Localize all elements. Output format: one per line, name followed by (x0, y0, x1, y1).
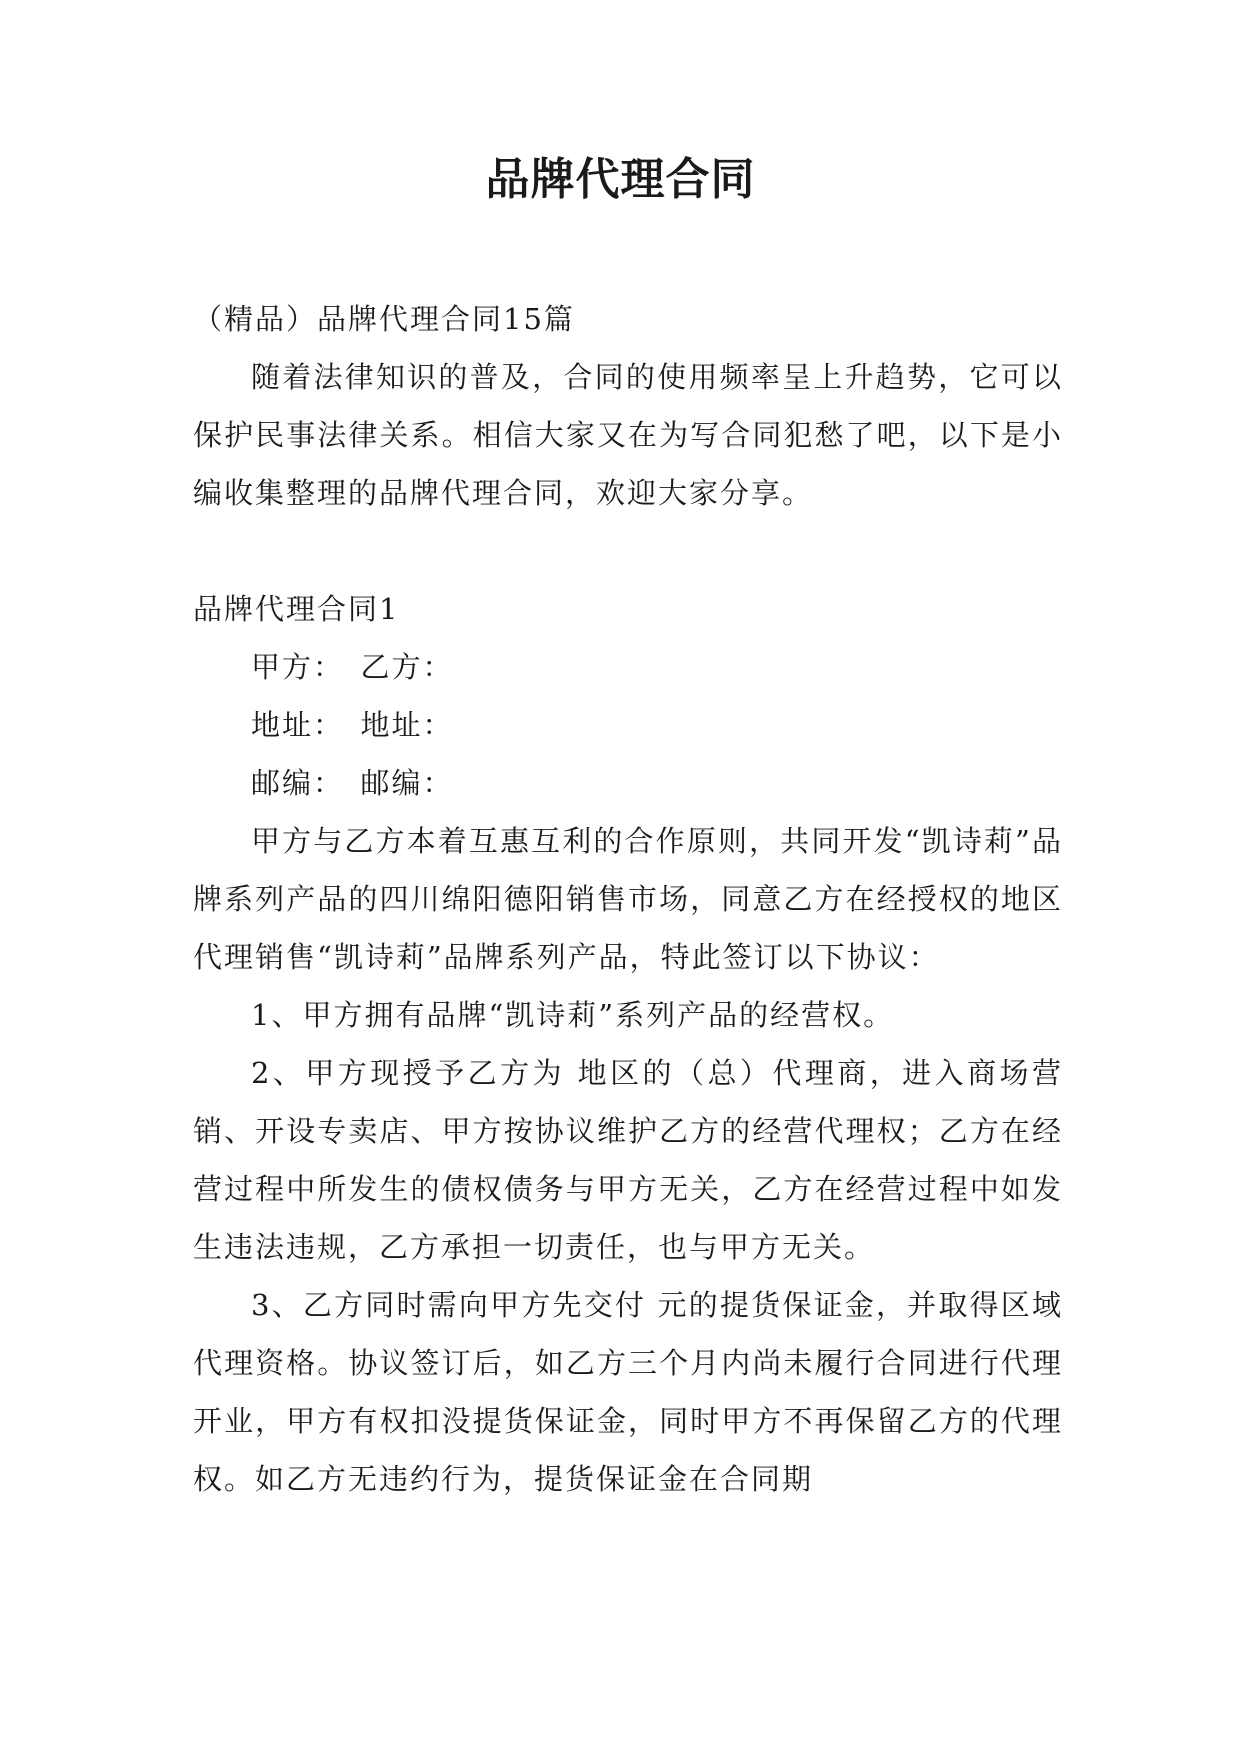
postcode-line: 邮编： 邮编： (251, 766, 454, 800)
clause-2: 2、甲方现授予乙方为 地区的（总）代理商，进入商场营销、开设专卖店、甲方按协议维护乙方的经营代理权；乙方在经营过程中所发生的债权债务与甲方无关，乙方在经营过程中如发生违法违规，乙方承担一切责任，也与甲方无关。 (193, 1056, 1063, 1264)
document-subtitle: （精品）品牌代理合同15篇 (193, 302, 575, 336)
paragraph-gap (193, 522, 1063, 580)
address-line: 地址： 地址： (251, 708, 454, 742)
clause-3: 3、乙方同时需向甲方先交付 元的提货保证金，并取得区域代理资格。协议签订后，如乙方三个月内尚未履行合同进行代理开业，甲方有权扣没提货保证金，同时甲方不再保留乙方的代理权。如乙方无违约行为，提货保证金在合同期 (193, 1288, 1063, 1496)
document-body (193, 290, 1063, 1508)
intro-paragraph: 随着法律知识的普及，合同的使用频率呈上升趋势，它可以保护民事法律关系。相信大家又在为写合同犯愁了吧，以下是小编收集整理的品牌代理合同，欢迎大家分享。 (193, 360, 1063, 510)
preamble-paragraph: 甲方与乙方本着互惠互利的合作原则，共同开发“凯诗莉”品牌系列产品的四川绵阳德阳销售市场，同意乙方在经授权的地区代理销售“凯诗莉”品牌系列产品，特此签订以下协议： (193, 824, 1063, 974)
parties-line: 甲方： 乙方： (251, 650, 454, 684)
section-heading: 品牌代理合同1 (193, 592, 400, 626)
document-title: 品牌代理合同 (485, 154, 756, 205)
clause-1: 1、甲方拥有品牌“凯诗莉”系列产品的经营权。 (251, 998, 895, 1032)
